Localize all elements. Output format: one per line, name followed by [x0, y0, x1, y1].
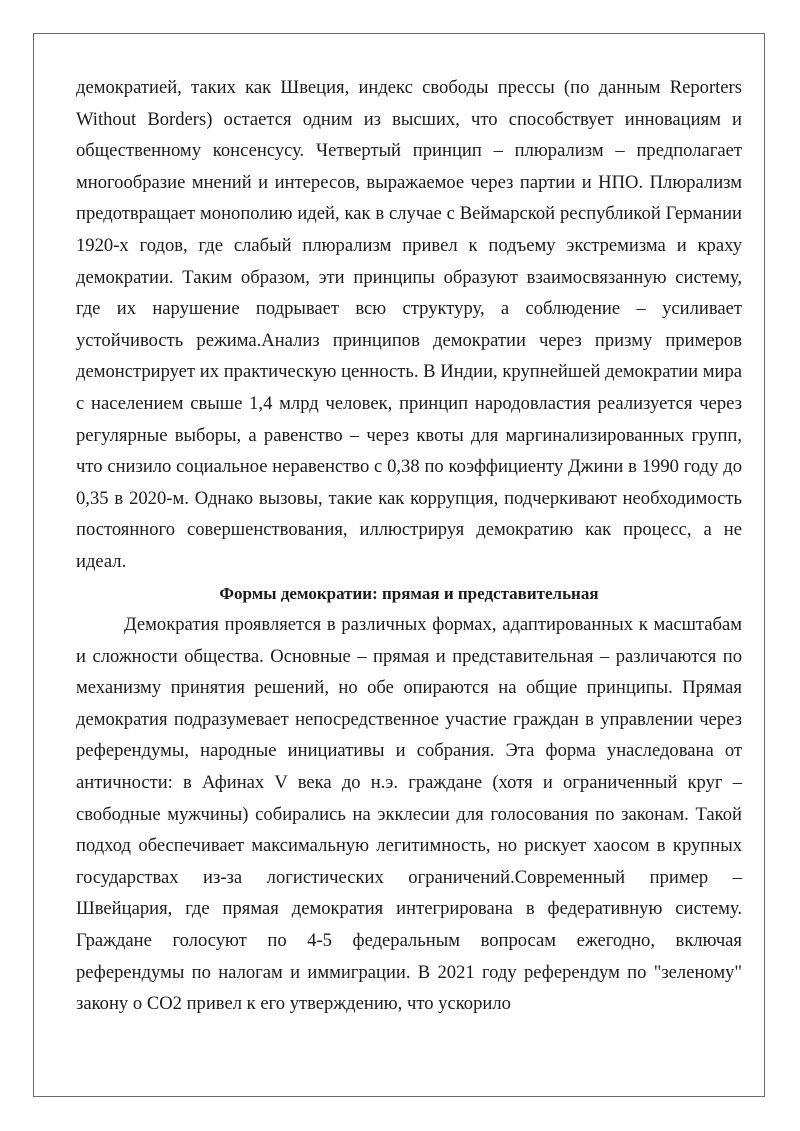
body-paragraph: Демократия проявляется в различных формах, адаптированных к масштабам и сложности общества. Основные – прямая и представительная – различаются по механизму принятия решений, но обе опираются на общие принципы. Прямая демократия подразумевает непосредственное участие граждан в управлении через референдумы, народные инициативы и собрания. Эта форма унаследована от античности: в Афинах V века до н.э. граждане (хотя и ограниченный круг – свободные мужчины) собирались на экклесии для голосования по законам. Такой подход обеспечивает максимальную легитимность, но рискует хаосом в крупных государствах из-за логистических ограничений.Современный пример – Швейцария, где прямая демократия интегрирована в федеративную систему. Граждане голосуют по 4-5 федеральным вопросам ежегодно, включая референдумы по налогам и иммиграции. В 2021 году референдум по "зеленому" закону о CO2 привел к его утверждению, что ускорило	[76, 614, 742, 1015]
document-body	[76, 72, 742, 1020]
section-heading: Формы демократии: прямая и представительная	[219, 583, 599, 603]
body-paragraph: демократией, таких как Швеция, индекс свободы прессы (по данным Reporters Without Borders) остается одним из высших, что способствует инновациям и общественному консенсусу. Четвертый принцип – плюрализм – предполагает многообразие мнений и интересов, выражаемое через партии и НПО. Плюрализм предотвращает монополию идей, как в случае с Веймарской республикой Германии 1920-х годов, где слабый плюрализм привел к подъему экстремизма и краху демократии. Таким образом, эти принципы образуют взаимосвязанную систему, где их нарушение подрывает всю структуру, а соблюдение – усиливает устойчивость режима.Анализ принципов демократии через призму примеров демонстрирует их практическую ценность. В Индии, крупнейшей демократии мира с населением свыше 1,4 млрд человек, принцип народовластия реализуется через регулярные выборы, а равенство – через квоты для маргинализированных групп, что снизило социальное неравенство с 0,38 по коэффициенту Джини в 1990 году до 0,35 в 2020-м. Однако вызовы, такие как коррупция, подчеркивают необходимость постоянного совершенствования, иллюстрируя демократию как процесс, а не идеал.	[76, 77, 742, 572]
